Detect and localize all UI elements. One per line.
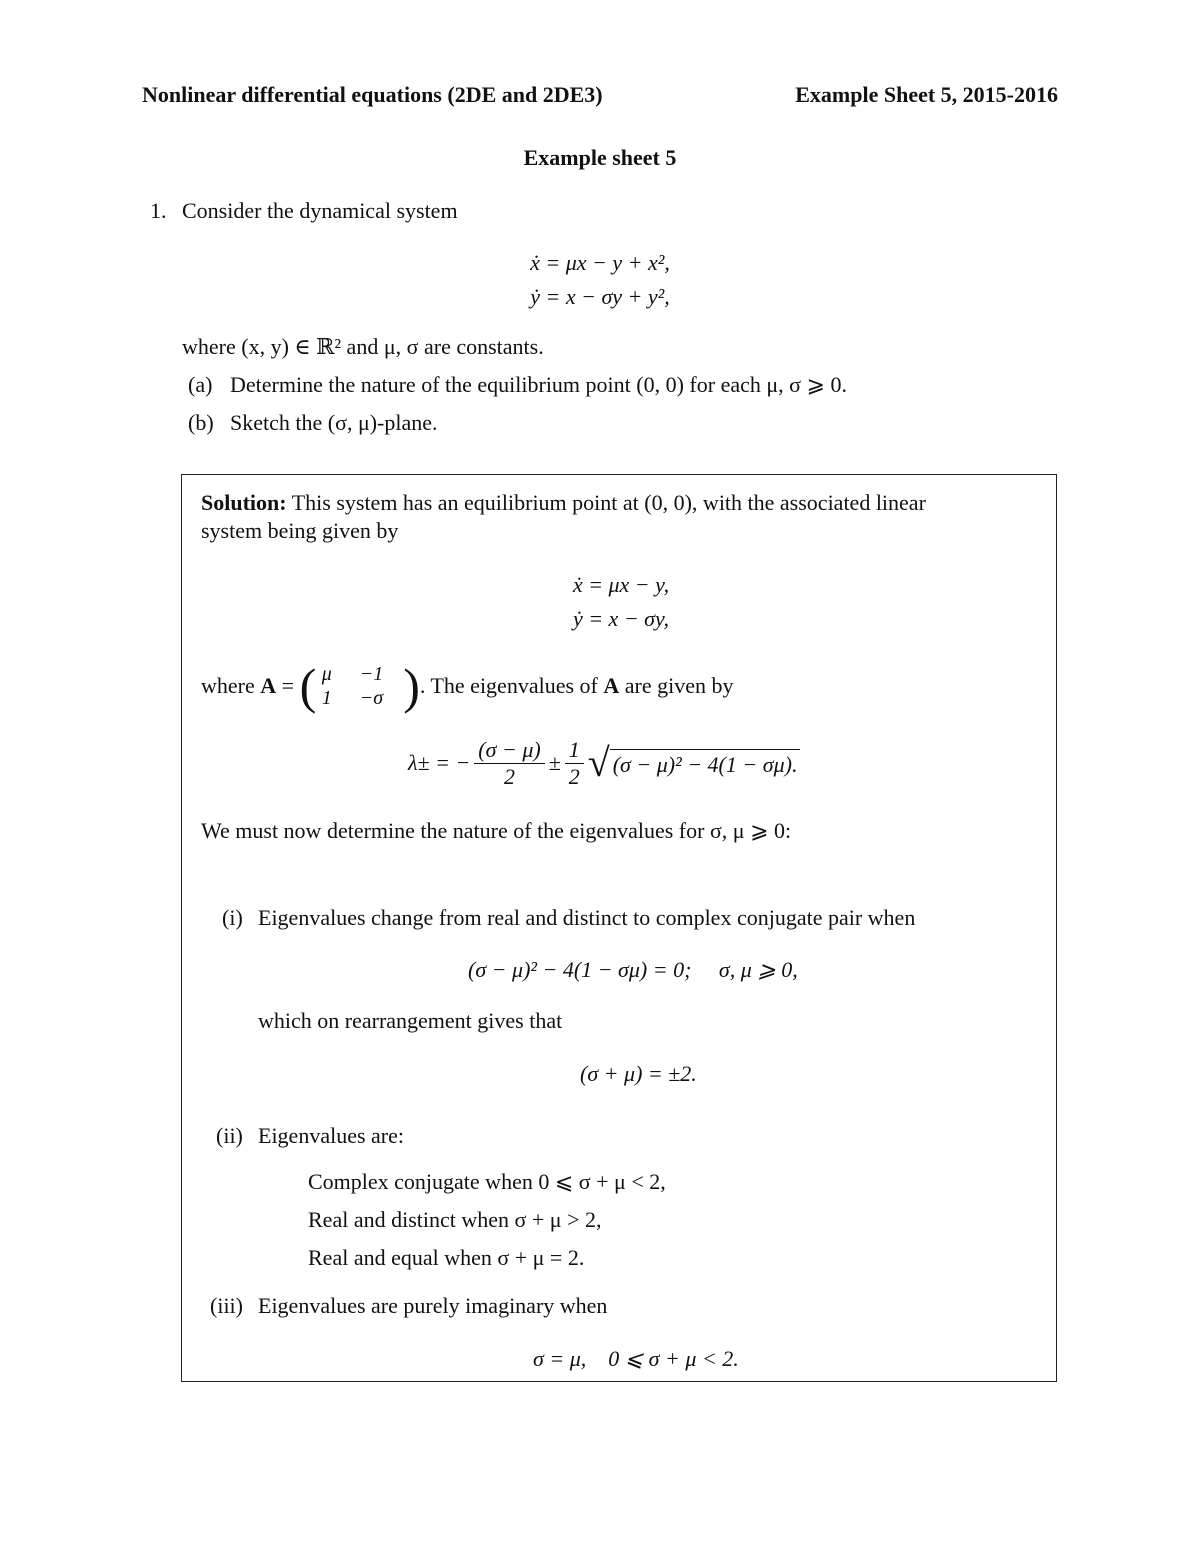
square-root xyxy=(587,740,801,785)
header-right: Example Sheet 5, 2015-2016 xyxy=(795,82,1058,107)
equals-sign: = xyxy=(281,673,295,698)
question-where: where (x, y) ∈ ℝ² and μ, σ are constants. xyxy=(182,334,544,359)
matrix-entries xyxy=(322,662,398,710)
fraction-1 xyxy=(474,737,544,790)
question-number: 1. xyxy=(150,198,167,223)
item-i-eq1: (σ − μ)² − 4(1 − σμ) = 0; σ, μ ⩾ 0, xyxy=(468,957,798,982)
eigenvalue-formula xyxy=(408,734,800,792)
eigen-text-post: are given by xyxy=(624,673,734,698)
system-eq-2: ẏ = x − σy + y², xyxy=(530,284,670,309)
eigen-text-pre: . The eigenvalues of xyxy=(419,673,598,698)
part-a-text: Determine the nature of the equilibrium point (0, 0) for each μ, σ ⩾ 0. xyxy=(230,372,847,397)
fraction-2 xyxy=(565,737,584,790)
page-title: Example sheet 5 xyxy=(523,145,677,170)
determine-text: We must now determine the nature of the eigenvalues for σ, μ ⩾ 0: xyxy=(201,818,792,843)
part-b-label: (b) xyxy=(188,410,214,435)
matrix-entry: −1 xyxy=(359,663,384,685)
item-i-label: (i) xyxy=(222,905,243,930)
where-prefix: where xyxy=(201,673,255,698)
matrix-symbol-2: A xyxy=(603,673,620,698)
solution-label: Solution: xyxy=(201,490,287,515)
item-ii-text: Eigenvalues are: xyxy=(258,1123,404,1148)
plus-minus: ± xyxy=(548,750,561,775)
header-left: Nonlinear differential equations (2DE and 2DE3) xyxy=(142,82,603,107)
fraction-2-den: 2 xyxy=(568,763,580,789)
linear-eq-2: ẏ = x − σy, xyxy=(572,606,670,631)
case-real-distinct: Real and distinct when σ + μ > 2, xyxy=(308,1207,602,1232)
case-complex: Complex conjugate when 0 ⩽ σ + μ < 2, xyxy=(308,1169,666,1194)
case-real-equal: Real and equal when σ + μ = 2. xyxy=(308,1245,585,1270)
part-b-text: Sketch the (σ, μ)-plane. xyxy=(230,410,438,435)
system-eq-1: ẋ = μx − y + x², xyxy=(530,250,670,275)
item-ii-label: (ii) xyxy=(216,1123,243,1148)
fraction-1-den: 2 xyxy=(503,763,515,789)
right-paren: ) xyxy=(403,658,420,714)
item-iii-label: (iii) xyxy=(210,1293,243,1318)
left-paren: ( xyxy=(299,658,317,714)
part-a-label: (a) xyxy=(188,372,213,397)
solution-intro-text: This system has an equilibrium point at (0, 0), with the associated linear xyxy=(291,490,926,515)
linear-eq-1: ẋ = μx − y, xyxy=(572,572,670,597)
item-i-text2: which on rearrangement gives that xyxy=(258,1008,563,1033)
radical-sign: √ xyxy=(587,740,610,785)
matrix-entry: 1 xyxy=(321,687,332,709)
solution-intro-line1 xyxy=(201,490,926,516)
item-i-eq2: (σ + μ) = ±2. xyxy=(580,1061,697,1086)
solution-intro-line2: system being given by xyxy=(201,518,399,543)
question-intro: Consider the dynamical system xyxy=(182,198,458,223)
fraction-1-num: (σ − μ) xyxy=(474,737,544,764)
fraction-2-num: 1 xyxy=(565,737,584,764)
matrix-A xyxy=(299,658,420,714)
item-iii-text: Eigenvalues are purely imaginary when xyxy=(258,1293,608,1318)
item-iii-eq: σ = μ, 0 ⩽ σ + μ < 2. xyxy=(533,1346,739,1371)
matrix-line xyxy=(201,656,733,716)
item-i-text: Eigenvalues change from real and distinct to complex conjugate pair when xyxy=(258,905,916,930)
radicand: (σ − μ)² − 4(1 − σμ). xyxy=(610,749,801,778)
matrix-entry: −σ xyxy=(359,687,384,709)
lambda-lhs: λ± = − xyxy=(408,750,471,775)
matrix-symbol: A xyxy=(260,673,277,698)
matrix-entry: μ xyxy=(321,663,332,685)
